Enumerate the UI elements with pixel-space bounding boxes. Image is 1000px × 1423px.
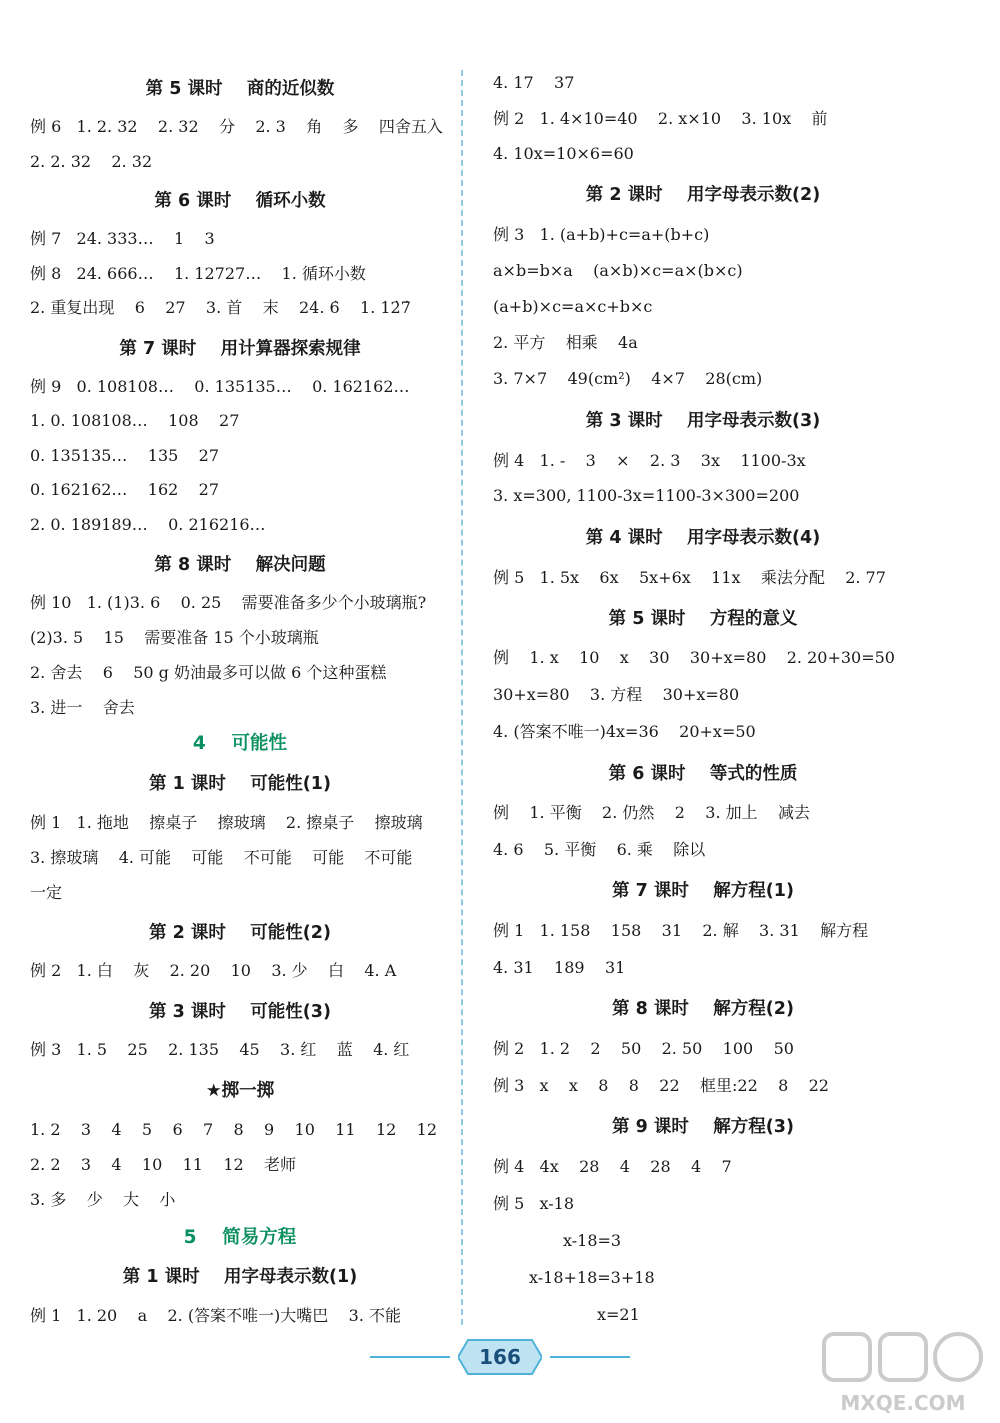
- answer-line: 例 5 1. 5x 6x 5x+6x 11x 乘法分配 2. 77: [493, 568, 886, 587]
- chapter-heading: 4 可能性: [192, 733, 288, 754]
- lesson-heading: 第 6 课时 循环小数: [154, 191, 326, 211]
- lesson-heading: 第 2 课时 用字母表示数(2): [585, 185, 821, 205]
- answer-line: 例 10 1. (1)3. 6 0. 25 需要准备多少个小玻璃瓶?: [30, 593, 427, 612]
- answer-line: 30+x=80 3. 方程 30+x=80: [493, 685, 740, 704]
- watermark-logo: [818, 1330, 988, 1418]
- lesson-heading: 第 3 课时 用字母表示数(3): [585, 411, 821, 431]
- equation-step: x-18+18=3+18: [529, 1268, 655, 1287]
- answer-line: 例 1 1. 拖地 擦桌子 擦玻璃 2. 擦桌子 擦玻璃: [30, 813, 423, 832]
- lesson-heading: 第 3 课时 可能性(3): [149, 1002, 331, 1022]
- answer-line: 例 4 4x 28 4 28 4 7: [493, 1157, 732, 1176]
- answer-line: 4. (答案不唯一)4x=36 20+x=50: [493, 722, 756, 741]
- chapter-heading: 5 简易方程: [183, 1227, 297, 1248]
- answer-line: 例 7 24. 333… 1 3: [30, 229, 215, 248]
- answer-line: 2. 重复出现 6 27 3. 首 末 24. 6̇ 1. 12̇7̇: [30, 298, 411, 317]
- answer-line: 例 8 24. 666… 1. 12727… 1. 循环小数: [30, 264, 366, 283]
- answer-line: 4. 17 37: [493, 73, 575, 92]
- lesson-heading: 第 5 课时 方程的意义: [608, 609, 798, 629]
- answer-line: 例 1 1. 158 158 31 2. 解 3. 31 解方程: [493, 921, 869, 940]
- equation-step: x=21: [597, 1305, 640, 1324]
- lesson-heading: 第 1 课时 可能性(1): [149, 774, 331, 794]
- answer-line: 例 1. 平衡 2. 仍然 2 3. 加上 减去: [493, 803, 810, 822]
- watermark-text: MXQE.COM: [840, 1391, 966, 1415]
- answer-line: 例 2 1. 2 2 50 2. 50 100 50: [493, 1039, 794, 1058]
- lesson-heading: 第 8 课时 解决问题: [154, 555, 326, 575]
- answer-line: 0. 162162… 162 27: [30, 480, 220, 499]
- answer-line: 例 2 1. 4×10=40 2. x×10 3. 10x 前: [493, 109, 828, 128]
- lesson-heading: 第 1 课时 用字母表示数(1): [122, 1267, 358, 1287]
- answer-line: 例 3 1. (a+b)+c=a+(b+c): [493, 225, 710, 244]
- answer-line: 3. 擦玻璃 4. 可能 可能 不可能 可能 不可能: [30, 848, 413, 867]
- answer-line: 例 9 0. 108108… 0. 135135… 0. 162162…: [30, 377, 410, 396]
- answer-line: (2)3. 5 15 需要准备 15 个小玻璃瓶: [30, 628, 319, 647]
- footer-rule-right: [550, 1356, 630, 1358]
- page-number-badge: [458, 1338, 542, 1376]
- answer-line: 4. 10x=10×6=60: [493, 144, 634, 163]
- answer-line: 1. 0. 108108… 108 27: [30, 411, 240, 430]
- lesson-heading: 第 5 课时 商的近似数: [145, 79, 335, 99]
- answer-line: 例 1 1. 20 a 2. (答案不唯一)大嘴巴 3. 不能: [30, 1306, 401, 1325]
- answer-line: 例 4 1. - 3 × 2. 3 3x 1100-3x: [493, 451, 806, 470]
- answer-line: 例 3 1. 5 25 2. 135 45 3. 红 蓝 4. 红: [30, 1040, 410, 1059]
- lesson-heading: 第 9 课时 解方程(3): [612, 1117, 794, 1137]
- answer-line: 4. 6 5. 平衡 6. 乘 除以: [493, 840, 706, 859]
- answer-line: 3. 进一 舍去: [30, 698, 135, 717]
- answer-line: 2. 2. 32 2. 32: [30, 152, 153, 171]
- lesson-heading: 第 6 课时 等式的性质: [608, 764, 798, 784]
- answer-line: 2. 舍去 6 50 g 奶油最多可以做 6 个这种蛋糕: [30, 663, 387, 682]
- answer-line: 例 3 x x 8 8 22 框里:22 8 22: [493, 1076, 829, 1095]
- answer-line: 3. x=300, 1100-3x=1100-3×300=200: [493, 486, 800, 505]
- answer-line: 2. 2 3 4 10 11 12 老师: [30, 1155, 297, 1174]
- page-footer: [370, 1334, 630, 1378]
- lesson-heading: 第 4 课时 用字母表示数(4): [585, 528, 821, 548]
- answer-line: 例 1. x 10 x 30 30+x=80 2. 20+30=50: [493, 648, 895, 667]
- answer-line: 例 5 x-18: [493, 1194, 575, 1213]
- answer-line: 3. 7×7 49(cm²) 4×7 28(cm): [493, 369, 763, 388]
- answer-line: 0. 135135… 135 27: [30, 446, 220, 465]
- lesson-heading: 第 2 课时 可能性(2): [149, 923, 331, 943]
- answer-line: 1. 2 3 4 5 6 7 8 9 10 11 12 12: [30, 1120, 438, 1139]
- equation-step: x-18=3: [563, 1231, 622, 1250]
- column-divider: [461, 70, 463, 1325]
- answer-line: 例 2 1. 白 灰 2. 20 10 3. 少 白 4. A: [30, 961, 397, 980]
- answer-line: 2. 0. 189189… 0. 216216…: [30, 515, 266, 534]
- lesson-heading: 第 7 课时 解方程(1): [612, 881, 794, 901]
- answer-line: 例 6 1. 2. 32 2. 32 分 2. 3 角 多 四舍五入: [30, 117, 443, 136]
- lesson-heading: ★掷一掷: [205, 1081, 275, 1101]
- answer-line: 一定: [30, 883, 63, 902]
- lesson-heading: 第 7 课时 用计算器探索规律: [119, 339, 361, 359]
- page-number: 166: [479, 1345, 521, 1369]
- answer-line: 2. 平方 相乘 4a: [493, 333, 638, 352]
- answer-line: (a+b)×c=a×c+b×c: [493, 297, 653, 316]
- answer-line: a×b=b×a (a×b)×c=a×(b×c): [493, 261, 743, 280]
- answer-line: 3. 多 少 大 小: [30, 1190, 176, 1209]
- answer-line: 4. 31 189 31: [493, 958, 626, 977]
- footer-rule-left: [370, 1356, 450, 1358]
- lesson-heading: 第 8 课时 解方程(2): [612, 999, 794, 1019]
